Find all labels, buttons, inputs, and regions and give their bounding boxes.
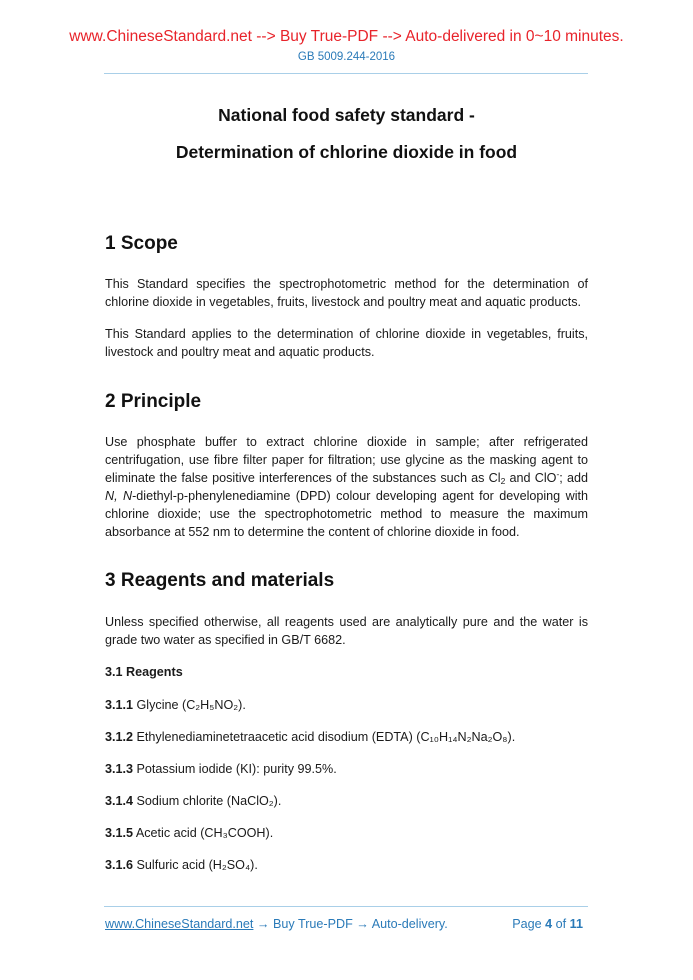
reagent-item [105,696,246,714]
item-text: Potassium iodide (KI): purity 99.5%. [136,762,337,776]
item-number: 3.1.3 [105,762,134,776]
reagent-item [105,760,337,778]
document-title-line1: National food safety standard - [218,105,475,125]
page-footer [105,915,588,933]
italic-n-n: N, N [105,489,133,503]
scope-paragraph-2: This Standard applies to the determination of chlorine dioxide in vegetables, fruits, livestock and poultry meat and aquatic products. [105,327,588,359]
reagent-item [105,792,281,810]
scope-paragraph-1: This Standard specifies the spectrophotometric method for the determination of chlorine dioxide in vegetables, fruits, livestock and poultry meat and aquatic products. [105,277,588,309]
page-of: of [555,917,567,931]
item-number: 3.1.5 [105,826,134,840]
principle-text: ; add [559,471,589,485]
page-indicator [512,915,583,933]
item-text: Sodium chlorite (NaClO₂). [136,794,282,808]
item-text: Sulfuric acid (H₂SO₄). [136,858,258,872]
page-current: 4 [545,917,553,931]
item-text: Ethylenediaminetetraacetic acid disodium (EDTA) (C₁₀H₁₄N₂Na₂O₈). [136,730,516,744]
page-total: 11 [569,917,583,931]
principle-text: -diethyl-p-phenylenediamine (DPD) colour developing agent for developing with chlorine dioxide; use the spectrophotometric method to measure the maximum absorbance at 552 nm to determine the content of chlorine dioxide in food. [105,489,588,539]
document-title-line2: Determination of chlorine dioxide in food [175,142,518,162]
header-divider [104,73,588,74]
superscript: - [556,469,560,479]
section-heading-scope: 1 Scope [105,233,178,254]
reagent-item [105,824,273,842]
section-heading-principle: 2 Principle [105,391,202,412]
footer-site-link[interactable]: www.ChineseStandard.net [105,917,254,931]
principle-paragraph [105,433,588,541]
page-label: Page [512,917,542,931]
section-heading-reagents-materials: 3 Reagents and materials [105,570,335,591]
reagent-item [105,856,258,874]
item-number: 3.1.4 [105,794,134,808]
subsection-heading-reagents: 3.1 Reagents [105,665,183,679]
principle-text: and ClO [505,471,557,485]
item-text: Glycine (C₂H₅NO₂). [136,698,246,712]
reagent-item [105,728,515,746]
item-number: 3.1.6 [105,858,134,872]
subscript: 2 [500,476,506,486]
item-text: Acetic acid (CH₃COOH). [135,826,274,840]
footer-tagline: → Buy True-PDF → Auto-delivery. [253,917,448,931]
reagents-intro: Unless specified otherwise, all reagents used are analytically pure and the water is grade two water as specified in GB/T 6682. [105,615,588,647]
item-number: 3.1.1 [105,698,134,712]
promo-banner: www.ChineseStandard.net --> Buy True-PDF --> Auto-delivered in 0~10 minutes. [69,28,624,45]
item-number: 3.1.2 [105,730,134,744]
principle-text: Use phosphate buffer to extract chlorine dioxide in sample; after refrigerated centrifugation, use fibre filter paper for filtration; use glycine as the masking agent to eliminate the false positive interferences of the substances such as Cl [105,435,588,485]
footer-divider [104,906,588,907]
standard-code: GB 5009.244-2016 [297,51,396,63]
